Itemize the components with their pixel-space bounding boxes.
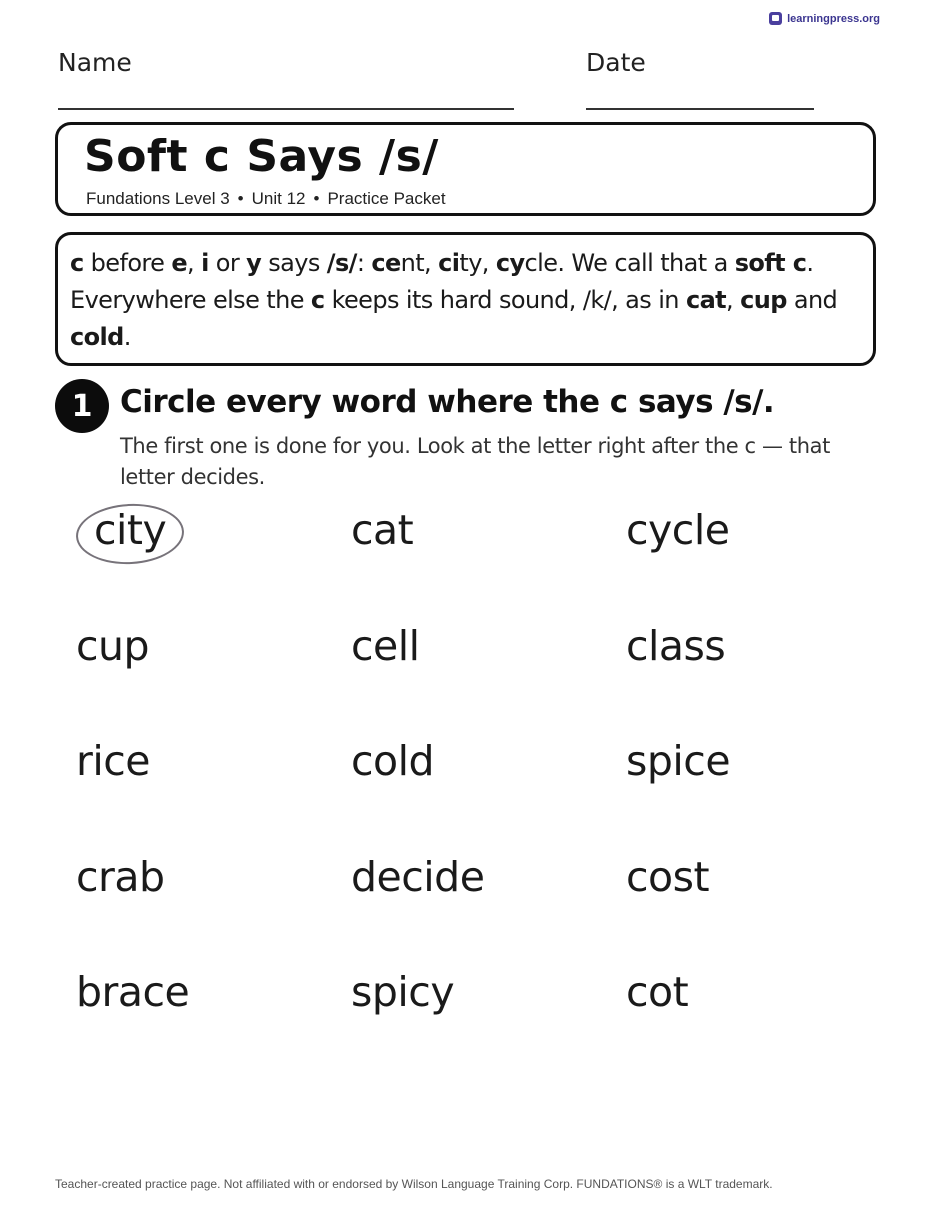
page-subtitle (86, 189, 446, 209)
rule-text: says (261, 249, 327, 277)
rule-text: before (83, 249, 172, 277)
word-cell[interactable] (626, 498, 901, 614)
instruction-subtext: The first one is done for you. Look at the letter right after the c — that letter decides. (120, 434, 830, 489)
book-icon (769, 12, 782, 25)
word-cell[interactable] (76, 960, 351, 1076)
word-text: cell (351, 621, 420, 670)
brand-logo[interactable] (769, 12, 880, 25)
rule-text: . (123, 323, 131, 351)
word-cost[interactable] (626, 845, 709, 909)
footer-disclaimer: Teacher-created practice page. Not affiliated with or endorsed by Wilson Language Training Corp. FUNDATIONS® is a WLT trademark. (55, 1177, 773, 1191)
subtitle-separator: • (313, 189, 320, 208)
word-cell[interactable] (351, 960, 626, 1076)
rule-bold-text: y (246, 249, 262, 277)
rule-text: nt, (400, 249, 439, 277)
date-label: Date (586, 48, 646, 77)
name-line (58, 108, 514, 110)
word-cat[interactable] (351, 498, 413, 562)
subtitle-packet: Practice Packet (327, 189, 446, 208)
word-class[interactable] (626, 614, 725, 678)
word-cold[interactable] (351, 729, 434, 793)
word-cell[interactable] (76, 498, 351, 614)
rule-bold-text: cat (685, 286, 727, 314)
rule-bold-text: cold (70, 323, 124, 351)
word-cell[interactable] (351, 845, 626, 961)
word-spicy[interactable] (351, 960, 454, 1024)
word-text: class (626, 621, 726, 670)
word-decide[interactable] (351, 845, 484, 909)
rule-text: ty, (459, 249, 496, 277)
word-crab[interactable] (76, 845, 165, 909)
word-text: spice (626, 737, 731, 785)
word-cell[interactable] (626, 614, 901, 730)
word-text: cycle (626, 506, 730, 554)
circle-mark (75, 501, 186, 567)
rule-text: keeps its hard sound, /k/, as in (324, 286, 686, 314)
rule-text: and (786, 286, 838, 314)
rule-bold-text: e (171, 249, 188, 277)
date-line (586, 108, 814, 110)
word-cell[interactable] (351, 729, 626, 845)
word-cycle[interactable] (626, 498, 729, 562)
rule-bold-text: soft c (734, 249, 807, 277)
word-text: crab (76, 852, 165, 901)
word-text: spicy (351, 968, 455, 1016)
subtitle-level: Fundations Level 3 (86, 189, 230, 208)
word-city[interactable] (76, 498, 184, 562)
word-text: cup (76, 621, 150, 670)
word-text: cot (626, 968, 689, 1016)
rule-text: cle. We call that a (524, 249, 735, 277)
word-cell[interactable] (351, 614, 420, 678)
page-title: Soft c Says /s/ (84, 131, 439, 182)
word-cell[interactable] (76, 729, 351, 845)
rule-bold-text: c (310, 286, 325, 314)
word-cup[interactable] (76, 614, 149, 678)
word-cell[interactable] (351, 498, 626, 614)
rule-box (55, 232, 876, 366)
word-text: decide (351, 852, 485, 901)
rule-bold-text: c (70, 249, 84, 277)
word-text: cost (626, 852, 710, 901)
word-cot[interactable] (626, 960, 688, 1024)
word-cell[interactable] (626, 960, 901, 1076)
rule-bold-text: cy (495, 249, 525, 277)
word-brace[interactable] (76, 960, 189, 1024)
rule-text: or (208, 249, 247, 277)
rule-bold-text: i (201, 249, 209, 277)
word-text: cold (351, 737, 435, 785)
word-rice[interactable] (76, 729, 150, 793)
subtitle-unit: Unit 12 (251, 189, 306, 208)
rule-bold-text: /s/ (326, 249, 357, 277)
name-label: Name (58, 48, 132, 77)
instruction-heading: Circle every word where the c says /s/. (120, 384, 775, 420)
rule-text: , (726, 286, 741, 314)
word-cell[interactable] (76, 614, 351, 730)
title-box (55, 122, 876, 216)
step-number-badge: 1 (55, 379, 109, 433)
word-cell[interactable] (626, 729, 901, 845)
rule-bold-text: cup (740, 286, 787, 314)
rule-text: . Everywhere else the (70, 249, 814, 314)
word-cell[interactable] (626, 845, 901, 961)
word-text: rice (76, 737, 151, 785)
word-text: brace (76, 968, 190, 1016)
brand-label: learningpress.org (787, 12, 880, 25)
rule-bold-text: ci (438, 249, 460, 277)
word-grid (76, 498, 906, 1076)
word-cell[interactable] (76, 845, 351, 961)
word-text: city (94, 506, 167, 554)
rule-text: : (356, 249, 372, 277)
rule-bold-text: ce (371, 249, 401, 277)
subtitle-separator: • (237, 189, 244, 208)
word-text: cat (351, 506, 414, 554)
word-spice[interactable] (626, 729, 730, 793)
rule-text: , (187, 249, 202, 277)
word-cell[interactable] (351, 614, 626, 730)
